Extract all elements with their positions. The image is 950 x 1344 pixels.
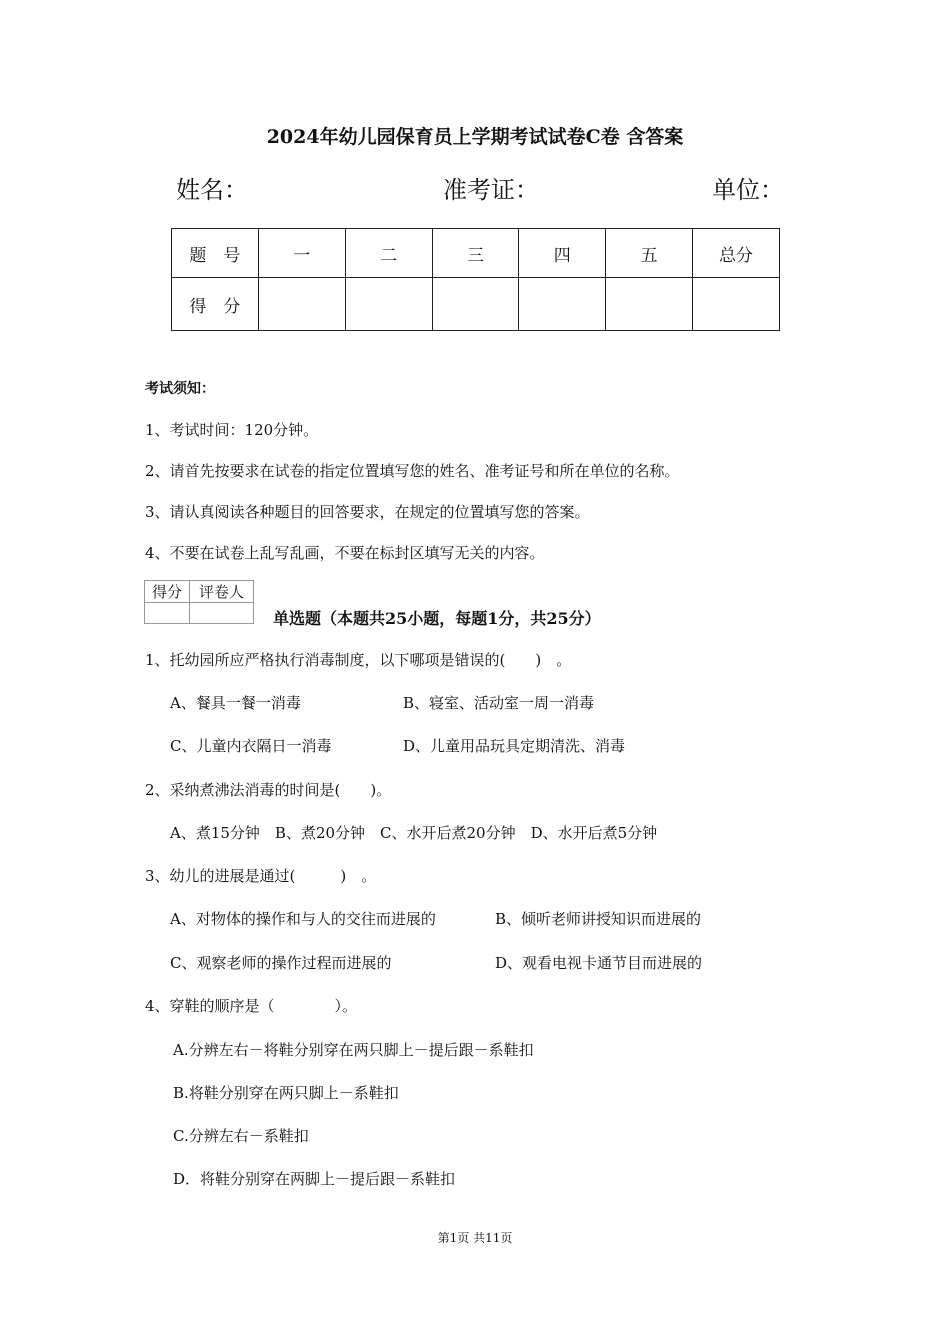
grader-name-cell[interactable] (190, 603, 254, 624)
notice-item: 4、不要在试卷上乱写乱画，不要在标封区填写无关的内容。 (145, 544, 545, 562)
grader-score-label: 得分 (145, 581, 190, 603)
question-stem: 2、采纳煮沸法消毒的时间是( )。 (145, 781, 392, 799)
question-option[interactable]: A、餐具一餐一消毒 (170, 694, 301, 712)
notice-item: 1、考试时间：120分钟。 (145, 421, 319, 439)
question-options-line[interactable]: A、煮15分钟 B、煮20分钟 C、水开后煮20分钟 D、水开后煮5分钟 (170, 824, 658, 842)
notice-title: 考试须知： (145, 381, 215, 397)
score-header-cell: 三 (432, 229, 519, 278)
question-option[interactable]: B、倾听老师讲授知识而进展的 (495, 910, 702, 928)
question-option[interactable]: B、寝室、活动室一周一消毒 (403, 694, 595, 712)
page-title: 2024年幼儿园保育员上学期考试试卷C卷 含答案 (266, 126, 684, 148)
page-footer: 第1页 共11页 (437, 1231, 513, 1245)
score-header-cell: 题 号 (172, 229, 259, 278)
score-header-cell: 总分 (693, 229, 780, 278)
score-cell[interactable] (432, 278, 519, 331)
score-table-header-row (172, 229, 780, 278)
score-cell[interactable] (258, 278, 345, 331)
unit-field-label: 单位： (712, 176, 784, 204)
name-field-label: 姓名： (176, 176, 248, 204)
grader-score-cell[interactable] (145, 603, 190, 624)
grader-box (144, 580, 254, 624)
exam-id-field-label: 准考证： (443, 176, 539, 204)
score-header-cell: 二 (345, 229, 432, 278)
question-option[interactable]: A、对物体的操作和与人的交往而进展的 (170, 910, 436, 928)
score-header-cell: 五 (606, 229, 693, 278)
score-header-cell: 一 (258, 229, 345, 278)
question-option[interactable]: B.将鞋分别穿在两只脚上－系鞋扣 (173, 1084, 399, 1102)
score-row-label: 得 分 (172, 278, 259, 331)
notice-item: 3、请认真阅读各种题目的回答要求，在规定的位置填写您的答案。 (145, 503, 590, 521)
section-title: 单选题（本题共25小题，每题1分，共25分） (273, 609, 601, 628)
grader-name-label: 评卷人 (190, 581, 254, 603)
question-option[interactable]: C.分辨左右－系鞋扣 (173, 1127, 309, 1145)
notice-item: 2、请首先按要求在试卷的指定位置填写您的姓名、准考证号和所在单位的名称。 (145, 462, 680, 480)
question-stem: 4、穿鞋的顺序是（ ）。 (145, 997, 358, 1015)
score-table-score-row (172, 278, 780, 331)
score-cell[interactable] (606, 278, 693, 331)
question-option[interactable]: C、儿童内衣隔日一消毒 (170, 737, 332, 755)
question-option[interactable]: D、观看电视卡通节目而进展的 (495, 954, 703, 972)
score-cell[interactable] (693, 278, 780, 331)
score-cell[interactable] (345, 278, 432, 331)
question-option[interactable]: D、儿童用品玩具定期清洗、消毒 (403, 737, 626, 755)
question-option[interactable]: D．将鞋分别穿在两脚上－提后跟－系鞋扣 (173, 1170, 456, 1188)
question-stem: 3、幼儿的进展是通过( ) 。 (145, 867, 377, 885)
score-table (171, 228, 780, 331)
score-cell[interactable] (519, 278, 606, 331)
question-stem: 1、托幼园所应严格执行消毒制度，以下哪项是错误的( ) 。 (145, 651, 572, 669)
question-option[interactable]: A.分辨左右－将鞋分别穿在两只脚上－提后跟－系鞋扣 (173, 1041, 534, 1059)
score-header-cell: 四 (519, 229, 606, 278)
question-option[interactable]: C、观察老师的操作过程而进展的 (170, 954, 392, 972)
